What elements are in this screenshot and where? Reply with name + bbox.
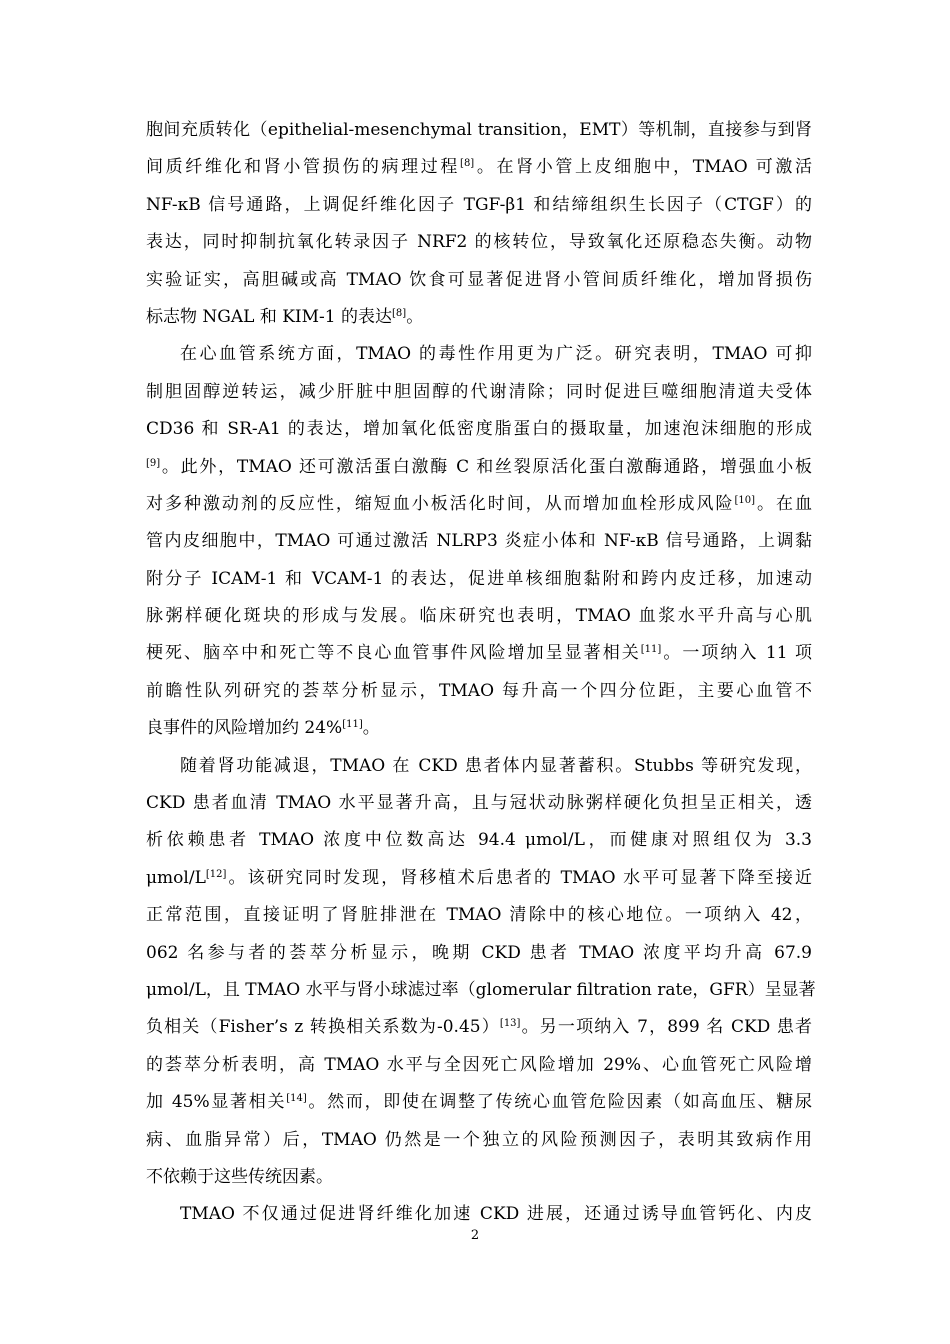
line-text-continued: 。 <box>362 718 380 739</box>
line-text: 附分子 ICAM-1 和 VCAM-1 的表达，促进单核细胞黏附和跨内皮迁移，加速动 <box>146 568 812 589</box>
text-line <box>146 299 812 336</box>
line-text: 病、血脂异常）后，TMAO 仍然是一个独立的风险预测因子，表明其致病作用 <box>146 1129 812 1150</box>
text-line <box>146 486 812 523</box>
line-text: 随着肾功能减退，TMAO 在 CKD 患者体内显著蓄积。Stubbs 等研究发现， <box>180 755 812 776</box>
line-text-continued: 。此外，TMAO 还可激活蛋白激酶 C 和丝裂原活化蛋白激酶通路，增强血小板 <box>160 456 812 477</box>
line-text: 前瞻性队列研究的荟萃分析显示，TMAO 每升高一个四分位距，主要心血管不 <box>146 680 812 701</box>
text-line <box>146 1009 812 1046</box>
text-line <box>146 149 812 186</box>
text-line <box>146 860 812 897</box>
paragraph <box>146 112 812 336</box>
line-text: 不依赖于这些传统因素。 <box>146 1166 333 1187</box>
line-text-continued: 。 <box>406 306 424 327</box>
line-text: 标志物 NGAL 和 KIM-1 的表达 <box>146 306 393 327</box>
text-line <box>146 1084 812 1121</box>
text-line <box>146 748 812 785</box>
citation-reference: [8] <box>460 158 475 170</box>
text-line <box>146 673 812 710</box>
text-line <box>146 972 816 1009</box>
citation-reference: [11] <box>640 644 662 656</box>
line-text: TMAO 不仅通过促进肾纤维化加速 CKD 进展，还通过诱导血管钙化、内皮 <box>180 1204 812 1225</box>
text-line <box>146 449 812 486</box>
paragraph <box>146 336 812 747</box>
text-line <box>146 411 812 448</box>
citation-reference: [10] <box>734 494 756 506</box>
line-text: 管内皮细胞中，TMAO 可通过激活 NLRP3 炎症小体和 NF-κB 信号通路，上调黏 <box>146 531 812 552</box>
line-text: 对多种激动剂的反应性，缩短血小板活化时间，从而增加血栓形成风险 <box>146 493 735 514</box>
citation-reference: [9] <box>146 457 161 469</box>
line-text-continued: 。在血 <box>755 493 812 514</box>
paragraph <box>146 748 816 1197</box>
line-text: 良事件的风险增加约 24% <box>146 718 343 739</box>
text-line <box>146 374 812 411</box>
text-line <box>146 262 812 299</box>
text-line <box>146 785 812 822</box>
line-text: CKD 患者血清 TMAO 水平显著升高，且与冠状动脉粥样硬化负担呈正相关，透 <box>146 793 812 814</box>
line-text: 加 45%显著相关 <box>146 1092 287 1113</box>
text-line <box>146 1159 812 1196</box>
text-line <box>146 1122 812 1159</box>
line-text: 胞间充质转化（epithelial-mesenchymal transition，EMT）等机制，直接参与到肾 <box>146 120 812 140</box>
line-text: 在心血管系统方面，TMAO 的毒性作用更为广泛。研究表明，TMAO 可抑 <box>180 344 812 365</box>
text-line <box>146 897 812 934</box>
text-line <box>146 224 812 261</box>
text-line <box>146 1047 812 1084</box>
line-text: 正常范围，直接证明了肾脏排泄在 TMAO 清除中的核心地位。一项纳入 42， <box>146 905 812 926</box>
line-text: 脉粥样硬化斑块的形成与发展。临床研究也表明，TMAO 血浆水平升高与心肌 <box>146 606 812 627</box>
citation-reference: [8] <box>392 307 407 319</box>
citation-reference: [12] <box>205 868 227 880</box>
line-text: 制胆固醇逆转运，减少肝脏中胆固醇的代谢清除；同时促进巨噬细胞清道夫受体 <box>146 381 812 402</box>
text-line <box>146 935 812 972</box>
line-text: 表达，同时抑制抗氧化转录因子 NRF2 的核转位，导致氧化还原稳态失衡。动物 <box>146 232 812 253</box>
text-line <box>146 598 812 635</box>
line-text-continued: 。然而，即使在调整了传统心血管危险因素（如高血压、糖尿 <box>306 1092 812 1113</box>
line-text: CD36 和 SR-A1 的表达，增加氧化低密度脂蛋白的摄取量，加速泡沫细胞的形成 <box>146 419 812 440</box>
text-line <box>146 187 812 224</box>
line-text: NF-κB 信号通路，上调促纤维化因子 TGF-β1 和结缔组织生长因子（CTGF）的 <box>146 194 812 215</box>
text-line <box>146 336 812 373</box>
line-text: 负相关（Fisher’s z 转换相关系数为-0.45） <box>146 1017 500 1038</box>
text-line <box>146 523 812 560</box>
line-text: 间质纤维化和肾小管损伤的病理过程 <box>146 157 461 178</box>
line-text: μmol/L <box>146 867 206 888</box>
citation-reference: [13] <box>499 1018 521 1030</box>
line-text: 的荟萃分析表明，高 TMAO 水平与全因死亡风险增加 29%、心血管死亡风险增 <box>146 1054 812 1075</box>
line-text: 实验证实，高胆碱或高 TMAO 饮食可显著促进肾小管间质纤维化，增加肾损伤 <box>146 269 812 290</box>
text-line <box>146 822 812 859</box>
citation-reference: [11] <box>342 719 363 731</box>
page-number: 2 <box>470 1228 480 1243</box>
line-text: 析依赖患者 TMAO 浓度中位数高达 94.4 μmol/L，而健康对照组仅为 3.3 <box>146 830 812 851</box>
text-line <box>146 710 812 747</box>
text-line <box>146 635 812 672</box>
line-text: μmol/L，且 TMAO 水平与肾小球滤过率（glomerular filtration rate，GFR）呈显著 <box>146 979 816 1000</box>
line-text-continued: 。一项纳入 11 项 <box>661 643 812 664</box>
line-text: 062 名参与者的荟萃分析显示，晚期 CKD 患者 TMAO 浓度平均升高 67.9 <box>146 942 812 963</box>
line-text-continued: 。在肾小管上皮细胞中，TMAO 可激活 <box>474 157 812 178</box>
citation-reference: [14] <box>286 1093 307 1105</box>
text-line <box>146 561 812 598</box>
line-text-continued: 。该研究同时发现，肾移植术后患者的 TMAO 水平可显著下降至接近 <box>226 867 812 888</box>
line-text-continued: 。另一项纳入 7，899 名 CKD 患者 <box>520 1017 812 1038</box>
text-line <box>146 112 812 149</box>
line-text: 梗死、脑卒中和死亡等不良心血管事件风险增加呈显著相关 <box>146 643 641 664</box>
document-body <box>146 112 816 1234</box>
